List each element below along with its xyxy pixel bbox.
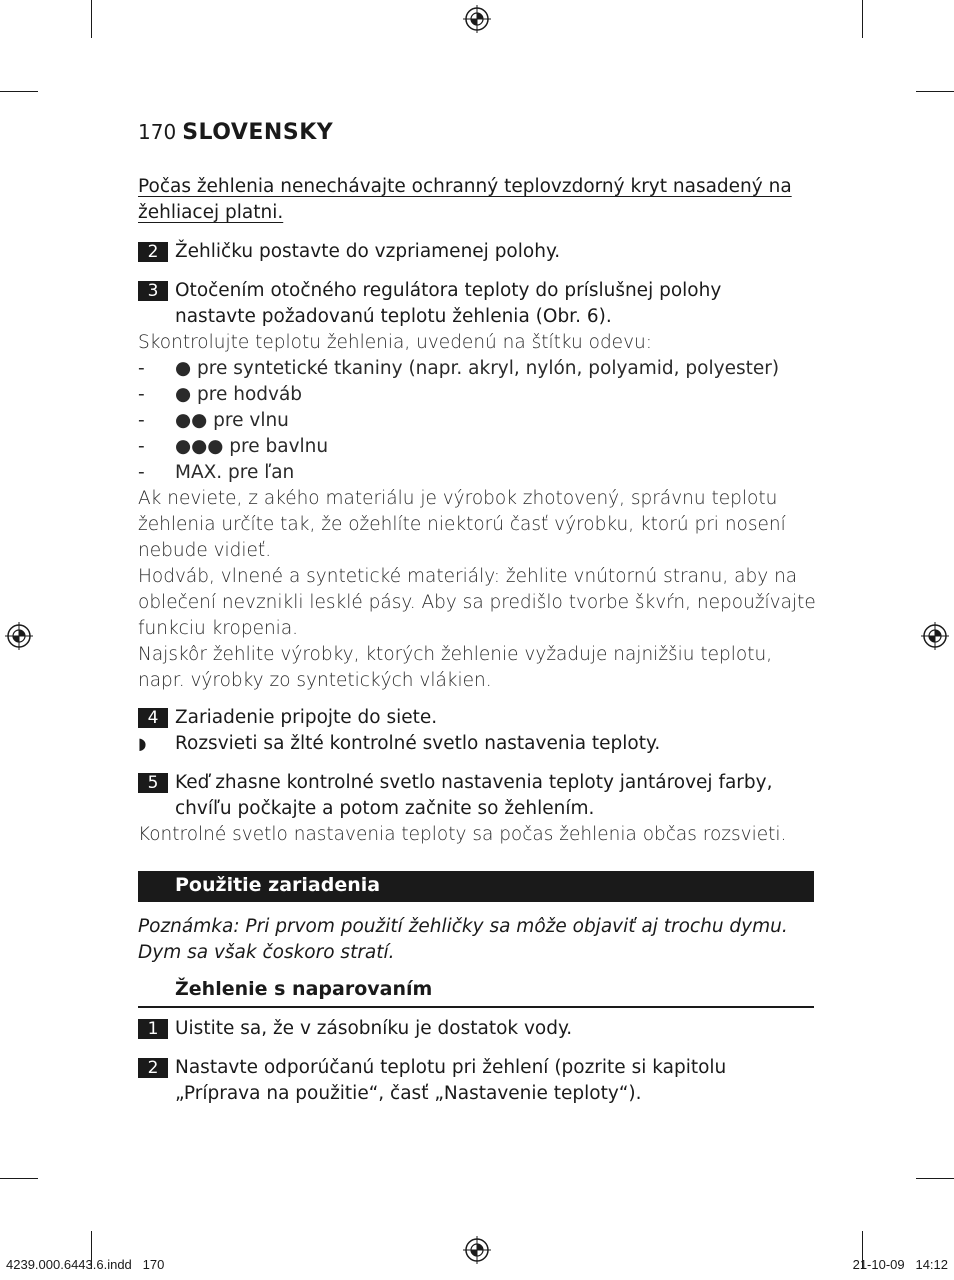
list-item-text: ● pre syntetické tkaniny (napr. akryl, nylón, polyamid, polyester) <box>175 358 780 379</box>
step-number-badge: 1 <box>138 1019 168 1039</box>
result-arrow-icon: ◗ <box>138 734 147 753</box>
registration-mark-icon <box>463 5 491 33</box>
crop-mark <box>916 91 954 92</box>
crop-mark <box>916 1178 954 1179</box>
crop-mark <box>91 0 92 38</box>
step-number-badge: 5 <box>138 773 168 793</box>
list-item <box>138 408 289 434</box>
step-item <box>138 705 818 731</box>
footer-date: 21-10-09 14:12 <box>852 1257 948 1272</box>
list-item <box>138 356 779 382</box>
step-item <box>138 1055 778 1107</box>
step-number-badge: 3 <box>138 281 168 301</box>
warning-text <box>138 174 800 226</box>
step-item <box>138 1016 818 1042</box>
check-text: Skontrolujte teplotu žehlenia, uvedenú na štítku odevu: <box>138 332 652 353</box>
list-item-text: ●● pre vlnu <box>175 410 289 431</box>
registration-mark-icon <box>921 622 949 650</box>
list-item <box>138 460 294 486</box>
list-item-text: ● pre hodváb <box>175 384 303 405</box>
page-header <box>138 120 333 145</box>
footer-file: 4239.000.6443.6.indd 170 <box>6 1257 165 1272</box>
subsection-rule <box>138 1006 814 1008</box>
language-title: SLOVENSKY <box>182 120 334 145</box>
registration-mark-icon <box>463 1236 491 1264</box>
list-dash: - <box>138 462 145 483</box>
crop-mark <box>0 91 38 92</box>
paragraph: Kontrolné svetlo nastavenia teploty sa počas žehlenia občas rozsvieti. <box>138 824 787 845</box>
paragraph: Ak neviete, z akého materiálu je výrobok zhotovený, správnu teplotu žehlenia určíte tak, že ožehlíte niektorú časť výrobku, ktorú pri nosení nebude vidieť. <box>138 488 786 561</box>
step-text: Zariadenie pripojte do siete. <box>175 707 438 728</box>
list-item <box>138 382 302 408</box>
paragraph: Najskôr žehlite výrobky, ktorých žehlenie vyžaduje najnižšiu teplotu, napr. výrobky zo syntetických vlákien. <box>138 644 773 691</box>
step-text: Uistite sa, že v zásobníku je dostatok vody. <box>175 1018 573 1039</box>
page-number: 170 <box>138 120 177 144</box>
crop-mark <box>0 1178 38 1179</box>
list-item-text: MAX. pre ľan <box>175 462 295 483</box>
step-text: Žehličku postavte do vzpriamenej polohy. <box>175 241 561 262</box>
step-text: Otočením otočného regulátora teploty do príslušnej polohy nastavte požadovanú teplotu žehlenia (Obr. 6). <box>175 280 722 327</box>
warning-sentence: Počas žehlenia nenechávajte ochranný teplovzdorný kryt nasadený na žehliacej platni. <box>138 176 792 223</box>
step-item <box>138 239 818 265</box>
crop-mark <box>862 0 863 38</box>
subsection-title: Žehlenie s naparovaním <box>175 978 433 1000</box>
result-item <box>138 731 818 757</box>
note-text: Poznámka: Pri prvom použití žehličky sa môže objaviť aj trochu dymu. Dym sa však čoskoro stratí. <box>138 916 788 963</box>
step-item <box>138 278 778 330</box>
paragraph: Hodváb, vlnené a syntetické materiály: žehlite vnútornú stranu, aby na oblečení nevznikli lesklé pásy. Aby sa predišlo tvorbe škvŕn, nepoužívajte funkciu kropenia. <box>138 566 816 639</box>
list-item-text: ●●● pre bavlnu <box>175 436 329 457</box>
list-dash: - <box>138 358 145 379</box>
step-number-badge: 2 <box>138 242 168 262</box>
list-dash: - <box>138 436 145 457</box>
list-item <box>138 434 328 460</box>
registration-mark-icon <box>5 622 33 650</box>
section-title: Použitie zariadenia <box>175 874 381 896</box>
step-number-badge: 4 <box>138 708 168 728</box>
list-dash: - <box>138 384 145 405</box>
list-dash: - <box>138 410 145 431</box>
result-text: Rozsvieti sa žlté kontrolné svetlo nastavenia teploty. <box>175 733 661 754</box>
step-number-badge: 2 <box>138 1058 168 1078</box>
step-item <box>138 770 798 822</box>
step-text: Keď zhasne kontrolné svetlo nastavenia teploty jantárovej farby, chvíľu počkajte a potom začnite so žehlením. <box>175 772 773 819</box>
step-text: Nastavte odporúčanú teplotu pri žehlení (pozrite si kapitolu „Príprava na použitie“, časť „Nastavenie teploty“). <box>175 1057 727 1104</box>
section-heading-bar <box>138 871 814 902</box>
